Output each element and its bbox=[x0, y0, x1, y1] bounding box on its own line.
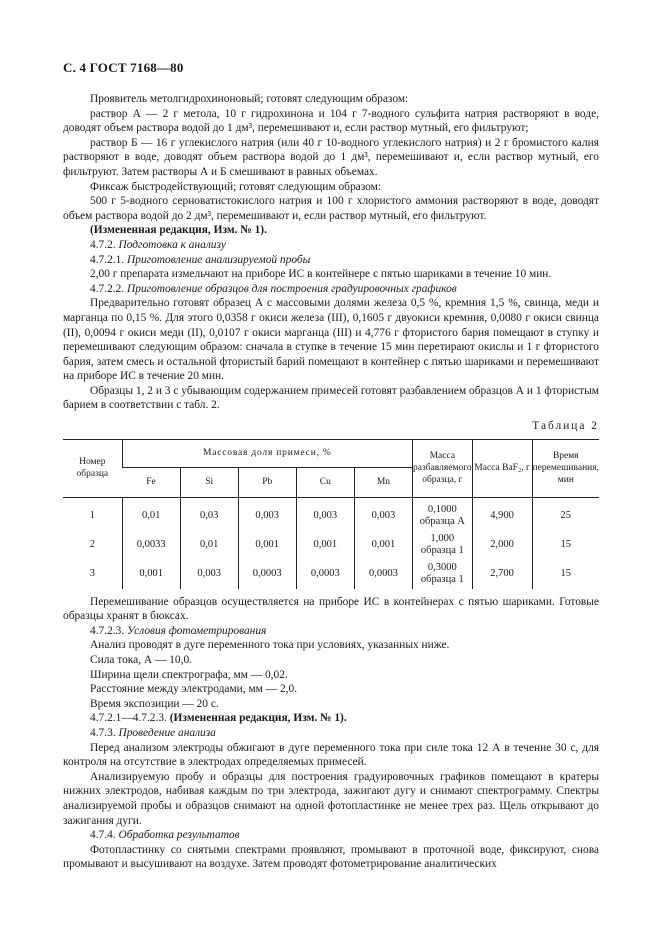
paragraph: Перед анализом электроды обжигают в дуге переменного тока при силе тока 12 А в течение 30 с, для контроля на отсутствие в электродах определяемых примесей. bbox=[63, 741, 599, 769]
sample-ref: образца А bbox=[419, 516, 465, 528]
header-sample-number: Номер образца bbox=[76, 457, 109, 480]
revision-note: (Измененная редакция, Изм. № 1). bbox=[90, 224, 267, 237]
paragraph: Фиксаж быстродействующий; готовят следующим образом: bbox=[90, 180, 381, 193]
cell-cu: 0,003 bbox=[296, 497, 354, 531]
cell-fe: 0,001 bbox=[122, 560, 180, 589]
header-mn: Mn bbox=[354, 467, 412, 497]
header-cu: Cu bbox=[296, 467, 354, 497]
document-body bbox=[63, 92, 599, 872]
section-number: 4.7.2.1. bbox=[90, 253, 125, 266]
paragraph: Фотопластинку со снятыми спектрами проявляют, промывают в проточной воде, фиксируют, снова промывают и высушивают на воздухе. Затем проводят фотометрирование аналитических bbox=[63, 843, 599, 871]
section-heading bbox=[63, 253, 599, 268]
section-title: Условия фотометрирования bbox=[127, 624, 267, 637]
section-heading bbox=[63, 624, 599, 639]
page-header: С. 4 ГОСТ 7168—80 bbox=[63, 60, 184, 75]
table-caption: Таблица 2 bbox=[532, 420, 599, 433]
header-fe: Fe bbox=[122, 467, 180, 497]
section-title: Приготовление анализируемой пробы bbox=[127, 253, 311, 266]
cell-num: 1 bbox=[89, 510, 95, 522]
paragraph: 500 г 5-водного серноватистокислого натрия и 100 г хлористого аммония растворяют в воде, доводят объем раствора водой до 2 дм³, перемешивают и, если раствор мутный, его фильтруют. bbox=[63, 195, 599, 222]
paragraph: Расстояние между электродами, мм — 2,0. bbox=[90, 683, 298, 696]
paragraph: Анализируемую пробу и образцы для построения градуировочных графиков помещают в кратеры нижних электродов, набивая каждым по три электрода, зажигают дугу и снимают спектрограмму. Спектры анализируемой пробы и образцов снимают на одной фотопластинке не менее трех раз. Щель открывают до зажигания дуги. bbox=[63, 770, 599, 827]
cell-time: 15 bbox=[532, 531, 599, 560]
paragraph: Сила тока, А — 10,0. bbox=[90, 654, 193, 667]
cell-baf2: 2,700 bbox=[472, 560, 532, 589]
paragraph: 2,00 г препарата измельчают на приборе ИС в контейнере с пятью шариками в течение 10 мин. bbox=[90, 268, 552, 281]
cell-diluted-mass bbox=[413, 497, 473, 531]
mass-value: 1,000 bbox=[430, 533, 455, 545]
section-number: 4.7.2. bbox=[90, 238, 116, 251]
table-row bbox=[63, 560, 599, 589]
section-heading bbox=[63, 238, 599, 253]
cell-num: 2 bbox=[89, 539, 95, 551]
cell-si: 0,03 bbox=[180, 497, 238, 531]
paragraph: раствор А — 2 г метола, 10 г гидрохинона и 104 г 7-водного сульфита натрия растворяют в воде, доводят объем раствора водой до 1 дм³, перемешивают и, если раствор мутный, его фильтруют; bbox=[63, 107, 599, 135]
mass-value: 0,3000 bbox=[427, 562, 457, 574]
header-si: Si bbox=[180, 467, 238, 497]
paragraph: Анализ проводят в дуге переменного тока при условиях, указанных ниже. bbox=[90, 639, 450, 652]
cell-si: 0,003 bbox=[180, 560, 238, 589]
paragraph: раствор Б — 16 г углекислого натрия (или 40 г 10-водного углекислого натрия) и 2 г бромистого калия растворяют в воде, доводят объем раствора водой до 1 дм³, перемешивают и, если раствор мутный, его фильтруют. Затем растворы А и Б смешивают в равных объемах. bbox=[63, 136, 599, 178]
paragraph: Время экспозиции — 20 с. bbox=[90, 697, 219, 710]
paragraph: Ширина щели спектрографа, мм — 0,02. bbox=[90, 668, 288, 681]
section-title: Обработка результатов bbox=[118, 829, 240, 842]
revision-text: (Измененная редакция, Изм. № 1). bbox=[169, 712, 347, 725]
table-row bbox=[63, 497, 599, 531]
paragraph: Предварительно готовят образец А с массовыми долями железа 0,5 %, кремния 1,5 %, свинца, меди и марганца по 0,15 %. Для этого 0,0358 г окиси железа (III), 0,1605 г двуокиси кремния, 0,0080 г окиси свинца (II), 0,0094 г окиси меди (II), 0,0107 г окиси марганца (III) и 4,776 г фтористого бария помещают в ступку и перемешивают следующим образом: сначала в ступке в течение 15 мин перетирают окислы и 1 г фтористого бария, затем смесь и остальной фтористый барий помещают в контейнер с пятью шариками и перемешивают на приборе ИС в течение 20 мин. bbox=[63, 297, 599, 383]
cell-pb: 0,0003 bbox=[238, 560, 296, 589]
section-number: 4.7.2.2. bbox=[90, 282, 125, 295]
section-heading bbox=[63, 282, 599, 297]
section-heading bbox=[63, 828, 599, 843]
cell-mn: 0,003 bbox=[354, 497, 412, 531]
cell-pb: 0,001 bbox=[238, 531, 296, 560]
cell-pb: 0,003 bbox=[238, 497, 296, 531]
paragraph: Образцы 1, 2 и 3 с убывающим содержанием примесей готовят разбавлением образцов А и 1 фтористым барием в соответствии с табл. 2. bbox=[63, 384, 599, 412]
header-baf2-mass: Масса BaF₂, г bbox=[472, 439, 532, 497]
sample-ref: образца 1 bbox=[420, 545, 464, 557]
header-mixing-time: Время перемешивания, мин bbox=[532, 439, 599, 497]
header-pb: Pb bbox=[238, 467, 296, 497]
cell-fe: 0,01 bbox=[122, 497, 180, 531]
cell-fe: 0,0033 bbox=[122, 531, 180, 560]
cell-time: 15 bbox=[532, 560, 599, 589]
cell-si: 0,01 bbox=[180, 531, 238, 560]
section-number: 4.7.4. bbox=[90, 829, 116, 842]
cell-baf2: 2,000 bbox=[472, 531, 532, 560]
cell-num: 3 bbox=[89, 568, 95, 580]
mass-value: 0,1000 bbox=[427, 504, 457, 516]
cell-cu: 0,001 bbox=[296, 531, 354, 560]
paragraph: Перемешивание образцов осуществляется на приборе ИС в контейнерах с пятью шариками. Готовые образцы хранят в бюксах. bbox=[63, 595, 599, 623]
header-diluted-mass: Масса разбавляемого образца, г bbox=[413, 439, 473, 497]
sample-ref: образца 1 bbox=[420, 574, 464, 586]
section-title: Приготовление образцов для построения градуировочных графиков bbox=[127, 282, 457, 295]
cell-time: 25 bbox=[532, 497, 599, 531]
section-heading bbox=[63, 726, 599, 741]
cell-diluted-mass bbox=[413, 531, 473, 560]
header-mass-fraction: Массовая доля примеси, % bbox=[122, 439, 412, 467]
cell-baf2: 4,900 bbox=[472, 497, 532, 531]
section-number: 4.7.2.3. bbox=[90, 624, 125, 637]
section-title: Проведение анализа bbox=[118, 727, 216, 739]
section-number: 4.7.3. bbox=[90, 727, 116, 739]
section-title: Подготовка к анализу bbox=[118, 238, 226, 251]
paragraph: Проявитель метолгидрохиноновый; готовят следующим образом: bbox=[90, 93, 409, 105]
cell-mn: 0,0003 bbox=[354, 560, 412, 589]
cell-cu: 0,0003 bbox=[296, 560, 354, 589]
cell-mn: 0,001 bbox=[354, 531, 412, 560]
section-range: 4.7.2.1—4.7.2.3. bbox=[90, 712, 167, 725]
table-row bbox=[63, 531, 599, 560]
revision-note bbox=[63, 711, 599, 726]
cell-diluted-mass bbox=[413, 560, 473, 589]
table-2 bbox=[63, 439, 599, 589]
